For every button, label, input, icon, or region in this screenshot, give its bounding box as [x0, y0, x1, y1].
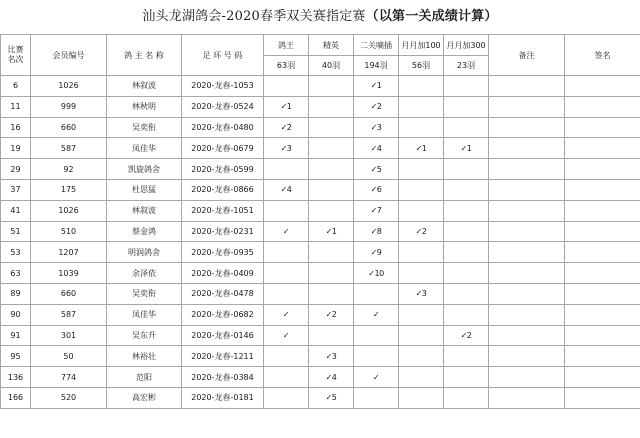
rank-cell: 136: [1, 367, 31, 388]
sign-cell: [565, 200, 640, 221]
mark-cell: [309, 159, 354, 180]
rank-cell: 6: [1, 76, 31, 97]
member-id-cell: 1026: [31, 76, 107, 97]
mark-cell: [444, 387, 489, 408]
rank-cell: 91: [1, 325, 31, 346]
sign-cell: [565, 179, 640, 200]
owner-cell: 高宏彬: [107, 387, 182, 408]
mark-cell: ✓5: [354, 159, 399, 180]
mark-cell: [264, 346, 309, 367]
remark-cell: [489, 76, 565, 97]
remark-cell: [489, 346, 565, 367]
owner-cell: 凯旋鸽舍: [107, 159, 182, 180]
owner-cell: 凤佳华: [107, 304, 182, 325]
table-row: [1, 263, 640, 284]
ring-cell: 2020-龙春-0682: [182, 304, 264, 325]
mark-cell: [309, 242, 354, 263]
header-remark: 备注: [489, 35, 565, 76]
mark-cell: ✓1: [264, 96, 309, 117]
ring-cell: 2020-龙春-1211: [182, 346, 264, 367]
rank-cell: 51: [1, 221, 31, 242]
ring-cell: 2020-龙春-0231: [182, 221, 264, 242]
mark-cell: [309, 283, 354, 304]
mark-cell: [354, 283, 399, 304]
table-row: [1, 96, 640, 117]
mark-cell: [399, 96, 444, 117]
mark-cell: [444, 367, 489, 388]
rank-cell: 89: [1, 283, 31, 304]
mark-cell: [309, 200, 354, 221]
mark-cell: [399, 346, 444, 367]
mark-cell: [264, 283, 309, 304]
results-table: [0, 34, 640, 409]
remark-cell: [489, 221, 565, 242]
rank-cell: 11: [1, 96, 31, 117]
rank-cell: 16: [1, 117, 31, 138]
header-category: 月月加100: [399, 35, 444, 56]
member-id-cell: 301: [31, 325, 107, 346]
member-id-cell: 510: [31, 221, 107, 242]
mark-cell: [309, 96, 354, 117]
mark-cell: [399, 76, 444, 97]
rank-cell: 37: [1, 179, 31, 200]
mark-cell: [309, 117, 354, 138]
mark-cell: ✓8: [354, 221, 399, 242]
remark-cell: [489, 96, 565, 117]
header-category: 鸽王: [264, 35, 309, 56]
member-id-cell: 587: [31, 304, 107, 325]
mark-cell: ✓: [264, 304, 309, 325]
rank-cell: 19: [1, 138, 31, 159]
mark-cell: [399, 367, 444, 388]
mark-cell: [309, 263, 354, 284]
ring-cell: 2020-龙春-0181: [182, 387, 264, 408]
header-category: 精英: [309, 35, 354, 56]
remark-cell: [489, 263, 565, 284]
mark-cell: ✓5: [309, 387, 354, 408]
rank-cell: 63: [1, 263, 31, 284]
ring-cell: 2020-龙春-0935: [182, 242, 264, 263]
remark-cell: [489, 179, 565, 200]
mark-cell: ✓4: [309, 367, 354, 388]
sign-cell: [565, 221, 640, 242]
remark-cell: [489, 242, 565, 263]
ring-cell: 2020-龙春-0866: [182, 179, 264, 200]
header-ring: 足 环 号 码: [182, 35, 264, 76]
owner-cell: 林秋明: [107, 96, 182, 117]
header-count: 56羽: [399, 56, 444, 76]
header-rank: 比赛 名次: [1, 35, 31, 76]
sign-cell: [565, 263, 640, 284]
mark-cell: ✓3: [354, 117, 399, 138]
mark-cell: [444, 159, 489, 180]
owner-cell: 蔡金鸿: [107, 221, 182, 242]
member-id-cell: 999: [31, 96, 107, 117]
sign-cell: [565, 242, 640, 263]
ring-cell: 2020-龙春-0679: [182, 138, 264, 159]
remark-cell: [489, 159, 565, 180]
owner-cell: 范阳: [107, 367, 182, 388]
mark-cell: ✓: [264, 221, 309, 242]
member-id-cell: 660: [31, 117, 107, 138]
sign-cell: [565, 159, 640, 180]
title-note: （以第一关成绩计算）: [365, 9, 498, 24]
table-row: [1, 138, 640, 159]
mark-cell: [264, 242, 309, 263]
mark-cell: [354, 325, 399, 346]
owner-cell: 林裕壮: [107, 346, 182, 367]
mark-cell: [264, 76, 309, 97]
header-owner: 鸽 主 名 称: [107, 35, 182, 76]
rank-cell: 90: [1, 304, 31, 325]
table-row: [1, 179, 640, 200]
ring-cell: 2020-龙春-0480: [182, 117, 264, 138]
owner-cell: 林叙波: [107, 200, 182, 221]
mark-cell: ✓1: [444, 138, 489, 159]
mark-cell: ✓2: [264, 117, 309, 138]
title-main: 汕头龙湖鸽会-2020春季双关赛指定赛: [142, 9, 366, 24]
mark-cell: ✓2: [309, 304, 354, 325]
header-category: 二关嘀插: [354, 35, 399, 56]
sign-cell: [565, 367, 640, 388]
mark-cell: ✓9: [354, 242, 399, 263]
remark-cell: [489, 117, 565, 138]
remark-cell: [489, 138, 565, 159]
member-id-cell: 660: [31, 283, 107, 304]
mark-cell: [444, 283, 489, 304]
table-row: [1, 221, 640, 242]
owner-cell: 吴奕衔: [107, 283, 182, 304]
header-sign: 签名: [565, 35, 640, 76]
header-count: 23羽: [444, 56, 489, 76]
mark-cell: [309, 325, 354, 346]
ring-cell: 2020-龙春-1053: [182, 76, 264, 97]
mark-cell: [354, 346, 399, 367]
sign-cell: [565, 346, 640, 367]
header-count: 194羽: [354, 56, 399, 76]
mark-cell: [309, 138, 354, 159]
header-row: [1, 35, 640, 56]
rank-cell: 166: [1, 387, 31, 408]
mark-cell: [444, 346, 489, 367]
member-id-cell: 92: [31, 159, 107, 180]
ring-cell: 2020-龙春-0146: [182, 325, 264, 346]
mark-cell: [264, 367, 309, 388]
table-row: [1, 304, 640, 325]
mark-cell: ✓4: [354, 138, 399, 159]
table-row: [1, 76, 640, 97]
mark-cell: ✓1: [399, 138, 444, 159]
sign-cell: [565, 76, 640, 97]
mark-cell: [399, 387, 444, 408]
mark-cell: ✓2: [444, 325, 489, 346]
mark-cell: [444, 76, 489, 97]
remark-cell: [489, 387, 565, 408]
mark-cell: ✓: [354, 304, 399, 325]
mark-cell: ✓4: [264, 179, 309, 200]
remark-cell: [489, 304, 565, 325]
mark-cell: [444, 200, 489, 221]
table-row: [1, 117, 640, 138]
sign-cell: [565, 96, 640, 117]
mark-cell: [399, 159, 444, 180]
mark-cell: [399, 200, 444, 221]
table-body: [1, 76, 640, 409]
mark-cell: [444, 96, 489, 117]
mark-cell: [444, 179, 489, 200]
table-row: [1, 159, 640, 180]
header-member-id: 会员编号: [31, 35, 107, 76]
table-row: [1, 283, 640, 304]
mark-cell: ✓10: [354, 263, 399, 284]
sign-cell: [565, 387, 640, 408]
table-row: [1, 242, 640, 263]
mark-cell: ✓: [264, 325, 309, 346]
remark-cell: [489, 200, 565, 221]
mark-cell: ✓6: [354, 179, 399, 200]
ring-cell: 2020-龙春-0409: [182, 263, 264, 284]
mark-cell: [399, 304, 444, 325]
mark-cell: [309, 76, 354, 97]
mark-cell: ✓2: [399, 221, 444, 242]
rank-cell: 95: [1, 346, 31, 367]
member-id-cell: 774: [31, 367, 107, 388]
mark-cell: [399, 242, 444, 263]
mark-cell: ✓1: [309, 221, 354, 242]
header-count: 40羽: [309, 56, 354, 76]
mark-cell: ✓7: [354, 200, 399, 221]
mark-cell: [399, 263, 444, 284]
owner-cell: 林叙波: [107, 76, 182, 97]
table-row: [1, 346, 640, 367]
mark-cell: [399, 179, 444, 200]
mark-cell: ✓1: [354, 76, 399, 97]
member-id-cell: 520: [31, 387, 107, 408]
header-count: 63羽: [264, 56, 309, 76]
sign-cell: [565, 304, 640, 325]
mark-cell: ✓2: [354, 96, 399, 117]
mark-cell: [399, 325, 444, 346]
rank-cell: 53: [1, 242, 31, 263]
sign-cell: [565, 138, 640, 159]
mark-cell: [264, 159, 309, 180]
mark-cell: [444, 263, 489, 284]
table-row: [1, 325, 640, 346]
owner-cell: 杜思猛: [107, 179, 182, 200]
member-id-cell: 1207: [31, 242, 107, 263]
mark-cell: [444, 304, 489, 325]
owner-cell: 吴东升: [107, 325, 182, 346]
mark-cell: ✓3: [309, 346, 354, 367]
owner-cell: 凤佳华: [107, 138, 182, 159]
remark-cell: [489, 283, 565, 304]
mark-cell: [264, 263, 309, 284]
owner-cell: 明润鸽舍: [107, 242, 182, 263]
mark-cell: [264, 200, 309, 221]
ring-cell: 2020-龙春-0478: [182, 283, 264, 304]
member-id-cell: 1039: [31, 263, 107, 284]
table-row: [1, 367, 640, 388]
sheet-title: [0, 0, 640, 34]
mark-cell: [444, 221, 489, 242]
rank-cell: 41: [1, 200, 31, 221]
mark-cell: [354, 387, 399, 408]
remark-cell: [489, 325, 565, 346]
mark-cell: [444, 242, 489, 263]
member-id-cell: 175: [31, 179, 107, 200]
ring-cell: 2020-龙春-1051: [182, 200, 264, 221]
sign-cell: [565, 325, 640, 346]
mark-cell: [264, 387, 309, 408]
sign-cell: [565, 283, 640, 304]
ring-cell: 2020-龙春-0384: [182, 367, 264, 388]
table-row: [1, 200, 640, 221]
sign-cell: [565, 117, 640, 138]
member-id-cell: 587: [31, 138, 107, 159]
ring-cell: 2020-龙春-0524: [182, 96, 264, 117]
table-row: [1, 387, 640, 408]
remark-cell: [489, 367, 565, 388]
header-category: 月月加300: [444, 35, 489, 56]
mark-cell: ✓3: [264, 138, 309, 159]
ring-cell: 2020-龙春-0599: [182, 159, 264, 180]
mark-cell: ✓: [354, 367, 399, 388]
rank-cell: 29: [1, 159, 31, 180]
owner-cell: 吴奕衔: [107, 117, 182, 138]
mark-cell: [399, 117, 444, 138]
member-id-cell: 50: [31, 346, 107, 367]
owner-cell: 余泽依: [107, 263, 182, 284]
mark-cell: [444, 117, 489, 138]
mark-cell: ✓3: [399, 283, 444, 304]
mark-cell: [309, 179, 354, 200]
member-id-cell: 1026: [31, 200, 107, 221]
